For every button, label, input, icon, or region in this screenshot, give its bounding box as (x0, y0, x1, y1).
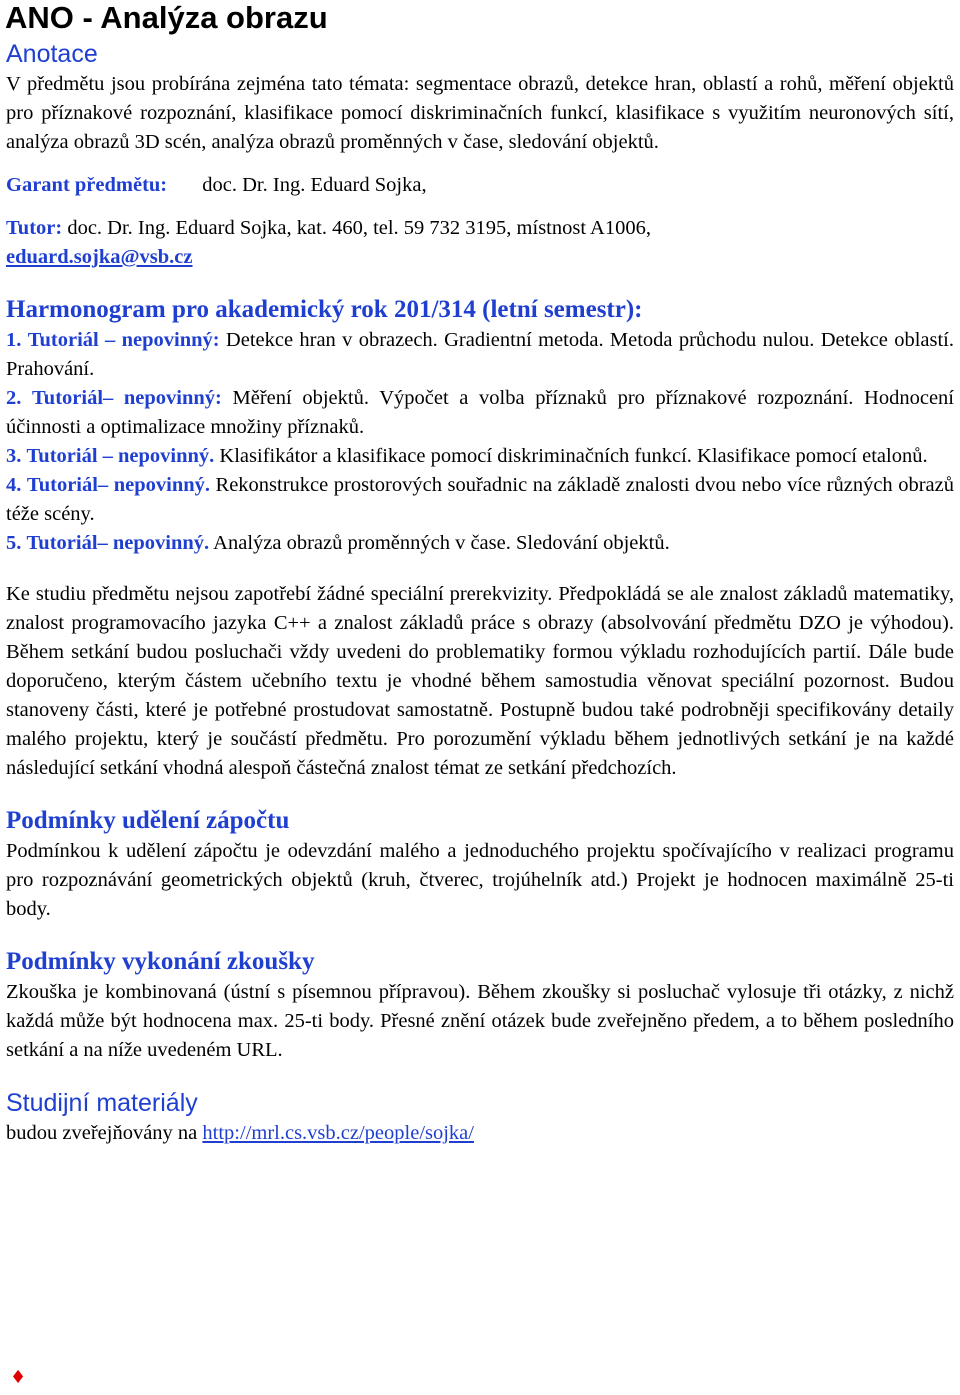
study-materials-line (6, 1119, 954, 1148)
schedule-item-title: Tutoriál – nepovinný: (27, 329, 220, 351)
tutor-label: Tutor: (6, 217, 63, 239)
schedule-item-title: Tutoriál– nepovinný. (26, 474, 210, 496)
schedule-item-number: 3. (6, 445, 22, 467)
schedule-item-text: Rekonstrukce prostorových souřadnic na základě znalosti dvou nebo více různých obrazů téže scény. (6, 474, 954, 525)
schedule-item-text: Měření objektů. Výpočet a volba příznaků pro příznakové rozpoznání. Hodnocení účinnosti a optimalizace množiny příznaků. (6, 387, 954, 438)
annotation-heading: Anotace (6, 40, 98, 68)
schedule-item-3 (6, 442, 954, 471)
tutor-email-line (6, 243, 954, 272)
exam-conditions-text: Zkouška je kombinovaná (ústní s písemnou přípravou). Během zkoušky si posluchač vylosuje tři otázky, z nichž každá může být hodnocena max. 25-ti body. Přesné znění otázek bude zveřejněno předem, a to během posledního setkání a na níže uvedeném URL. (6, 981, 954, 1061)
schedule-item-title: Tutoriál– nepovinný: (32, 387, 222, 409)
tutor-email-link[interactable]: eduard.sojka@vsb.cz (6, 246, 193, 268)
schedule-item-number: 1. (6, 329, 22, 351)
schedule-item-1 (6, 326, 954, 384)
guarantor-line (6, 171, 954, 200)
guarantor-label: Garant předmětu: (6, 174, 168, 196)
schedule-item-4 (6, 471, 954, 529)
tutor-line (6, 214, 954, 243)
schedule-item-text: Analýza obrazů proměnných v čase. Sledování objektů. (209, 532, 670, 554)
guarantor-value: doc. Dr. Ing. Eduard Sojka, (202, 174, 427, 196)
schedule-item-number: 4. (6, 474, 22, 496)
study-materials-text: budou zveřejňovány na (6, 1122, 203, 1144)
schedule-heading: Harmonogram pro akademický rok 201/314 (letní semestr): (6, 296, 643, 323)
schedule-item-text: Detekce hran v obrazech. Gradientní metoda. Metoda průchodu nulou. Detekce oblastí. Prahování. (6, 329, 954, 380)
study-materials-link[interactable]: http://mrl.cs.vsb.cz/people/sojka/ (202, 1122, 474, 1144)
annotation-text: V předmětu jsou probírána zejména tato témata: segmentace obrazů, detekce hran, oblastí a rohů, měření objektů pro příznakové rozpoznání, klasifikace pomocí diskriminačních funkcí, klasifikace s využitím neuronových sítí, analýza obrazů 3D scén, analýza obrazů proměnných v čase, sledování objektů. (6, 73, 954, 153)
exam-conditions-heading: Podmínky vykonání zkoušky (6, 948, 315, 975)
schedule-item-number: 2. (6, 387, 22, 409)
tutor-value: doc. Dr. Ing. Eduard Sojka, kat. 460, tel. 59 732 3195, místnost A1006, (62, 217, 651, 239)
schedule-item-text: Klasifikátor a klasifikace pomocí diskriminačních funkcí. Klasifikace pomocí etalonů. (214, 445, 928, 467)
schedule-item-title: Tutoriál– nepovinný. (26, 532, 210, 554)
credit-conditions-heading: Podmínky udělení zápočtu (6, 807, 290, 834)
diamond-icon: ♦ (10, 1367, 27, 1388)
credit-conditions-text: Podmínkou k udělení zápočtu je odevzdání malého a jednoduchého projektu spočívajícího v realizaci programu pro rozpoznávání geometrických objektů (kruh, čtverec, trojúhelník atd.) Projekt je hodnocen maximálně 25-ti body. (6, 840, 954, 920)
study-materials-heading: Studijní materiály (6, 1089, 198, 1117)
schedule-item-5 (6, 529, 954, 558)
schedule-list (6, 326, 954, 558)
schedule-item-title: Tutoriál – nepovinný. (26, 445, 215, 467)
schedule-item-number: 5. (6, 532, 22, 554)
study-prerequisites-text: Ke studiu předmětu nejsou zapotřebí žádné speciální prerekvizity. Předpokládá se ale znalost základů matematiky, znalost programovacího jazyka C++ a znalost základů práce s obrazy (absolvování předmětu DZO je výhodou). Během setkání budou posluchači vždy uvedeni do problematiky formou výkladu rozhodujících partií. Dále bude doporučeno, kterým částem učebního textu je vhodné během samostudia věnovat speciální pozornost. Budou stanoveny části, které je potřebné prostudovat samostatně. Postupně budou také podrobněji specifikovány detaily malého projektu, který je součástí předmětu. Pro porozumění výkladu během jednotlivých setkání je na každé následující setkání vhodná alespoň částečná znalost témat ze setkání předchozích. (6, 583, 954, 779)
schedule-item-2 (6, 384, 954, 442)
document-page (6, 0, 954, 1148)
document-title: ANO - Analýza obrazu (5, 0, 328, 35)
